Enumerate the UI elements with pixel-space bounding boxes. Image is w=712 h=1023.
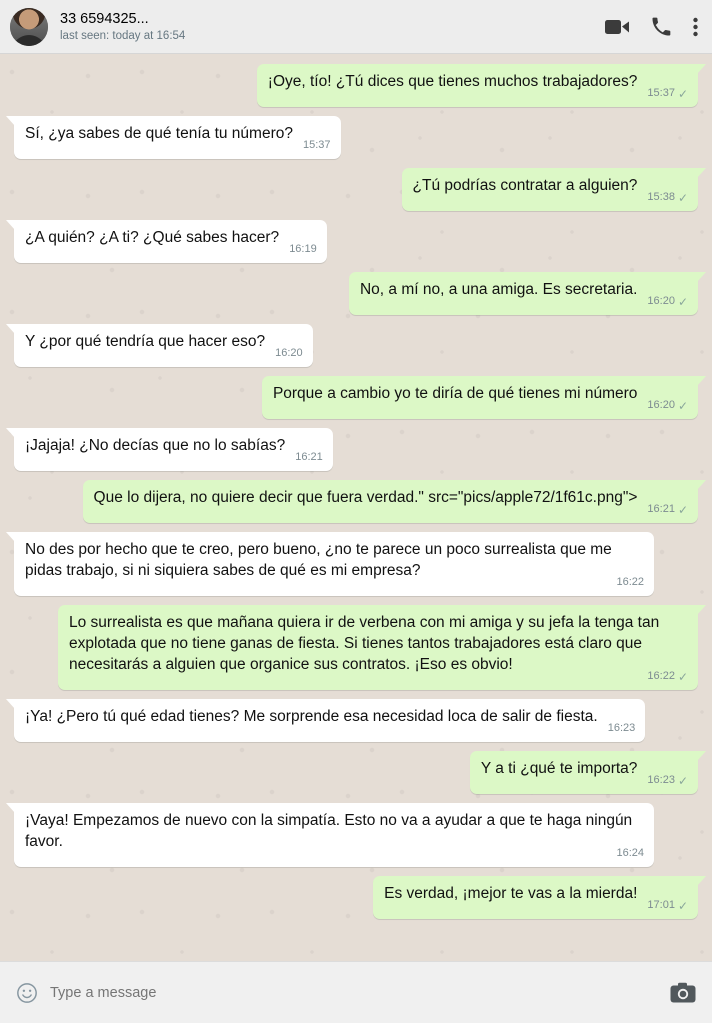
overflow-menu-icon[interactable]: [693, 17, 698, 37]
header-actions: [605, 17, 698, 37]
message-meta: [303, 135, 331, 156]
message-list[interactable]: [0, 54, 712, 961]
message-time: 16:20: [647, 295, 675, 307]
message-meta: [647, 895, 688, 916]
incoming-message[interactable]: [14, 116, 341, 159]
outgoing-message[interactable]: [262, 376, 698, 419]
message-text: No, a mí no, a una amiga. Es secretaria.: [359, 281, 638, 298]
message-time: 16:19: [289, 243, 317, 255]
message-status-tick-icon: ✓: [677, 294, 688, 309]
message-row: [14, 220, 698, 263]
outgoing-message[interactable]: [83, 480, 698, 523]
message-status-tick-icon: ✓: [677, 502, 688, 517]
message-row: [14, 876, 698, 919]
message-time: 16:22: [647, 670, 675, 682]
message-time: 16:23: [607, 722, 636, 734]
message-row: [14, 64, 698, 107]
contact-name: 33 6594325...: [60, 10, 149, 27]
message-time: 16:22: [616, 576, 644, 588]
avatar-image: [10, 8, 48, 46]
message-row: [14, 803, 698, 867]
message-row: [14, 751, 698, 794]
message-text: ¿Tú podrías contratar a alguien?: [412, 177, 638, 194]
message-row: [14, 376, 698, 419]
message-status-tick-icon: ✓: [677, 773, 688, 788]
chat-header: [0, 0, 712, 54]
message-text: Porque a cambio yo te diría de qué tienes mi número: [272, 385, 638, 402]
message-meta: [647, 770, 688, 791]
message-row: [14, 168, 698, 211]
messages-container: [14, 64, 698, 919]
incoming-message[interactable]: [14, 220, 327, 263]
smiley-icon[interactable]: [16, 982, 38, 1004]
message-meta: [289, 239, 317, 260]
outgoing-message[interactable]: [402, 168, 698, 211]
message-text: ¿A quién? ¿A ti? ¿Qué sabes hacer?: [25, 229, 280, 246]
message-text: ¡Oye, tío! ¿Tú dices que tienes muchos trabajadores?: [267, 73, 638, 90]
message-row: [14, 605, 698, 690]
outgoing-message[interactable]: [257, 64, 698, 107]
message-row: [14, 428, 698, 471]
outgoing-message[interactable]: [349, 272, 698, 315]
message-text: No des por hecho que te creo, pero bueno, ¿no te parece un poco surrealista que me pidas trabajo, si ni siquiera sabes de qué es mi empresa?: [25, 541, 612, 579]
message-status-tick-icon: ✓: [677, 669, 688, 684]
message-row: [14, 116, 698, 159]
message-meta: [295, 447, 323, 468]
message-text: Es verdad, ¡mejor te vas a la mierda!: [384, 885, 638, 902]
incoming-message[interactable]: [14, 699, 645, 742]
message-text: Y a ti ¿qué te importa?: [480, 760, 638, 777]
message-row: [14, 480, 698, 523]
outgoing-message[interactable]: [58, 605, 698, 690]
outgoing-message[interactable]: [470, 751, 698, 794]
message-meta: [608, 718, 636, 739]
message-text: ¡Ya! ¿Pero tú qué edad tienes? Me sorprende esa necesidad loca de salir de fiesta.: [25, 708, 598, 725]
message-row: [14, 532, 698, 596]
contact-last-seen: last seen: today at 16:54: [60, 29, 186, 42]
message-meta: [275, 343, 303, 364]
message-status-tick-icon: ✓: [677, 398, 688, 413]
message-time: 17:01: [647, 899, 675, 911]
incoming-message[interactable]: [14, 324, 313, 367]
message-status-tick-icon: ✓: [677, 898, 688, 913]
message-row: [14, 699, 698, 742]
message-meta: [647, 291, 688, 312]
message-status-tick-icon: ✓: [677, 86, 688, 101]
message-meta: [647, 187, 688, 208]
phone-icon[interactable]: [651, 17, 671, 37]
message-meta: [647, 83, 688, 104]
outgoing-message[interactable]: [373, 876, 698, 919]
message-meta: [647, 499, 688, 520]
message-meta: [616, 572, 644, 593]
message-text: ¡Vaya! Empezamos de nuevo con la simpatía. Esto no va a ayudar a que te haga ningún favor.: [25, 812, 633, 850]
message-time: 16:20: [647, 399, 675, 411]
message-time: 16:21: [647, 503, 675, 515]
message-text: Sí, ¿ya sabes de qué tenía tu número?: [25, 125, 293, 142]
message-status-tick-icon: ✓: [677, 190, 688, 205]
message-time: 15:37: [647, 87, 675, 99]
video-camera-icon[interactable]: [605, 18, 629, 36]
message-time: 15:38: [647, 191, 675, 203]
message-text: Que lo dijera, no quiere decir que fuera verdad." src="pics/apple72/1f61c.png">: [93, 489, 638, 506]
message-composer: [0, 961, 712, 1023]
message-time: 16:24: [616, 847, 644, 859]
message-text: ¡Jajaja! ¿No decías que no lo sabías?: [25, 437, 286, 454]
message-meta: [616, 843, 644, 864]
message-meta: [647, 666, 688, 687]
incoming-message[interactable]: [14, 428, 333, 471]
contact-avatar[interactable]: [10, 8, 48, 46]
message-meta: [647, 395, 688, 416]
message-row: [14, 272, 698, 315]
message-time: 16:21: [295, 451, 323, 463]
incoming-message[interactable]: [14, 803, 654, 867]
message-input[interactable]: [50, 985, 658, 1001]
message-text: Y ¿por qué tendría que hacer eso?: [25, 333, 266, 350]
message-time: 15:37: [302, 139, 331, 151]
message-row: [14, 324, 698, 367]
message-text: Lo surrealista es que mañana quiera ir de verbena con mi amiga y su jefa la tenga tan explotada que no tiene ganas de fiesta. Si tienes tantos trabajadores está claro que necesitarás a alguien que organice sus contratos. ¡Eso es obvio!: [69, 614, 660, 673]
incoming-message[interactable]: [14, 532, 654, 596]
camera-icon[interactable]: [670, 982, 696, 1004]
message-time: 16:20: [275, 347, 303, 359]
message-time: 16:23: [647, 774, 675, 786]
contact-info[interactable]: [60, 10, 595, 44]
